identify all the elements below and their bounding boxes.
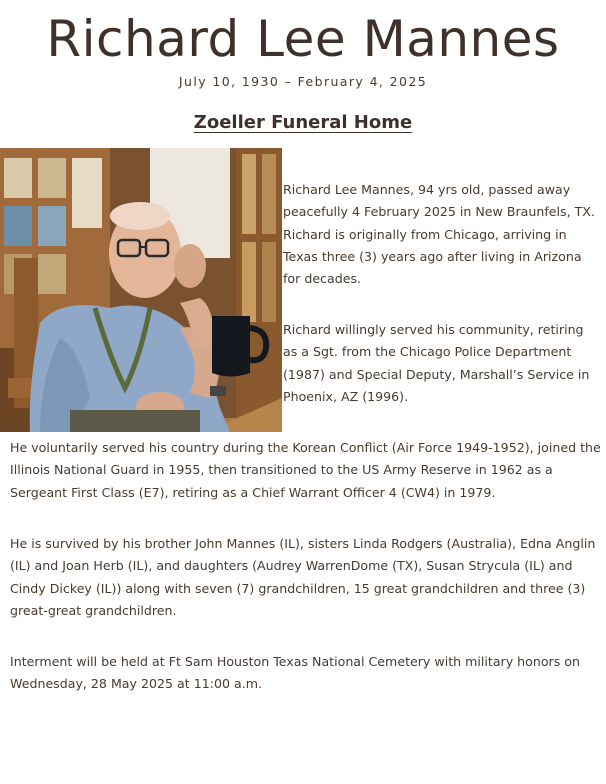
obituary-paragraph-survivors: He is survived by his brother John Mannes (IL), sisters Linda Rodgers (Australia), Edna Anglin (IL) and Joan Herb (IL), and daughters (Audrey WarrenDome (TX), Susan Strycula (IL) and Cindy Dickey (IL)) along with seven (7) grandchildren, 15 great grandchildren and three (3) great-great grandchildren. [10,536,596,618]
deceased-name: Richard Lee Mannes [46,10,560,68]
life-dates: July 10, 1930 – February 4, 2025 [178,74,428,89]
portrait-photo [0,148,282,432]
portrait-photo-icon [0,148,282,432]
obituary-paragraph-intro: Richard Lee Mannes, 94 yrs old, passed away peacefully 4 February 2025 in New Braunfels, TX. Richard is originally from Chicago, arriving in Texas three (3) years ago after living in Arizona for decades. [283,182,595,287]
obituary-paragraph-community-service: Richard willingly served his community, retiring as a Sgt. from the Chicago Police Department (1987) and Special Deputy, Marshall’s Service in Phoenix, AZ (1996). [283,322,590,404]
obituary-paragraph-interment: Interment will be held at Ft Sam Houston Texas National Cemetery with military honors on Wednesday, 28 May 2025 at 11:00 a.m. [10,654,580,692]
obituary-paragraph-military-service: He voluntarily served his country during the Korean Conflict (Air Force 1949-1952), joined the Illinois National Guard in 1955, then transitioned to the US Army Reserve in 1962 as a Sergeant First Class (E7), retiring as a Chief Warrant Officer 4 (CW4) in 1979. [10,440,601,500]
funeral-home-link[interactable]: Zoeller Funeral Home [193,112,413,133]
